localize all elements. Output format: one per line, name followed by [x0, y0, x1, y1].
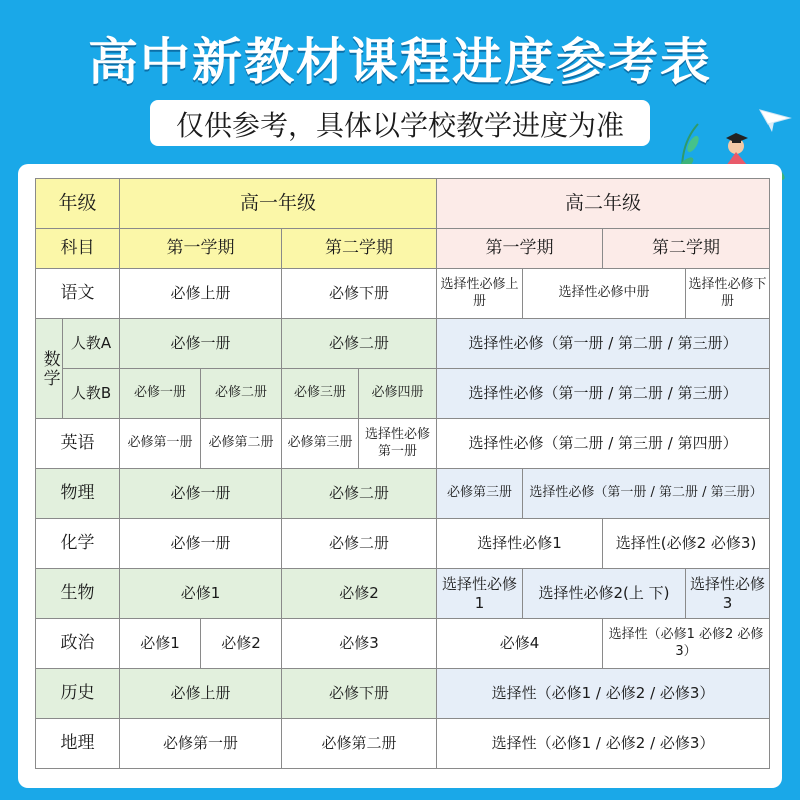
- table-cell: 选择性(必修2 必修3): [603, 519, 770, 569]
- subject-politics: 政治: [36, 619, 120, 669]
- subject-yuwen: 语文: [36, 269, 120, 319]
- table-cell: 必修第三册: [282, 419, 359, 469]
- grade-label: 年级: [36, 179, 120, 229]
- table-cell: 必修二册: [282, 519, 437, 569]
- table-cell: 必修二册: [201, 369, 282, 419]
- table-cell: 必修2: [201, 619, 282, 669]
- table-cell: 选择性必修2(上 下): [523, 569, 686, 619]
- table-cell: 必修2: [282, 569, 437, 619]
- table-cell: 必修一册: [120, 369, 201, 419]
- grade1-header: 高一年级: [120, 179, 437, 229]
- table-row: [36, 319, 770, 369]
- math-edition-b: 人教B: [63, 369, 120, 419]
- table-cell: 选择性必修1: [437, 519, 603, 569]
- table-cell: 必修1: [120, 619, 201, 669]
- table-row: [36, 469, 770, 519]
- graduation-cap-icon: [726, 133, 748, 143]
- curriculum-table: [35, 178, 770, 769]
- table-row: [36, 719, 770, 769]
- table-cell: 必修四册: [359, 369, 437, 419]
- table-cell: 选择性必修1: [437, 569, 523, 619]
- table-cell: 必修第一册: [120, 719, 282, 769]
- table-cell: 必修下册: [282, 269, 437, 319]
- subject-math: 数学: [36, 319, 63, 419]
- table-cell: 选择性必修（第一册 / 第二册 / 第三册）: [437, 319, 770, 369]
- table-cell: 选择性必修上册: [437, 269, 523, 319]
- table-cell: 必修二册: [282, 469, 437, 519]
- table-cell: 必修第一册: [120, 419, 201, 469]
- subject-english: 英语: [36, 419, 120, 469]
- grade2-header: 高二年级: [437, 179, 770, 229]
- table-cell: 选择性必修（第一册 / 第二册 / 第三册）: [437, 369, 770, 419]
- subject-chem: 化学: [36, 519, 120, 569]
- table-cell: 必修上册: [120, 269, 282, 319]
- page-subtitle: 仅供参考，具体以学校教学进度为准: [175, 109, 624, 142]
- table-row: [36, 229, 770, 269]
- table-cell: 选择性必修（第一册 / 第二册 / 第三册）: [523, 469, 770, 519]
- table-cell: 必修第二册: [201, 419, 282, 469]
- table-cell: 选择性必修第一册: [359, 419, 437, 469]
- paper-plane-icon: [760, 110, 790, 132]
- table-cell: 选择性必修中册: [523, 269, 686, 319]
- table-cell: 必修1: [120, 569, 282, 619]
- table-row: [36, 269, 770, 319]
- table-cell: 必修第二册: [282, 719, 437, 769]
- subject-history: 历史: [36, 669, 120, 719]
- table-cell: 选择性必修（第二册 / 第三册 / 第四册）: [437, 419, 770, 469]
- table-cell: 必修三册: [282, 369, 359, 419]
- table-cell: 选择性（必修1 必修2 必修3）: [603, 619, 770, 669]
- subject-geo: 地理: [36, 719, 120, 769]
- subject-bio: 生物: [36, 569, 120, 619]
- table-row: [36, 519, 770, 569]
- table-row: [36, 619, 770, 669]
- table-cell: 必修3: [282, 619, 437, 669]
- table-cell: 选择性（必修1 / 必修2 / 必修3）: [437, 669, 770, 719]
- g2-sem2-header: 第二学期: [603, 229, 770, 269]
- table-cell: 选择性（必修1 / 必修2 / 必修3）: [437, 719, 770, 769]
- table-row: [36, 669, 770, 719]
- g1-sem1-header: 第一学期: [120, 229, 282, 269]
- page-title: 高中新教材课程进度参考表: [88, 33, 712, 91]
- subject-label: 科目: [36, 229, 120, 269]
- table-cell: 必修一册: [120, 469, 282, 519]
- table-cell: 必修上册: [120, 669, 282, 719]
- table-row: [36, 369, 770, 419]
- table-cell: 必修下册: [282, 669, 437, 719]
- table-row: [36, 569, 770, 619]
- subject-physics: 物理: [36, 469, 120, 519]
- table-cell: 选择性必修下册: [686, 269, 770, 319]
- table-cell: 必修第三册: [437, 469, 523, 519]
- table-row: [36, 179, 770, 229]
- g2-sem1-header: 第一学期: [437, 229, 603, 269]
- math-edition-a: 人教A: [63, 319, 120, 369]
- g1-sem2-header: 第二学期: [282, 229, 437, 269]
- table-cell: 必修一册: [120, 319, 282, 369]
- table-cell: 选择性必修3: [686, 569, 770, 619]
- table-cell: 必修二册: [282, 319, 437, 369]
- table-row: [36, 419, 770, 469]
- table-cell: 必修一册: [120, 519, 282, 569]
- table-cell: 必修4: [437, 619, 603, 669]
